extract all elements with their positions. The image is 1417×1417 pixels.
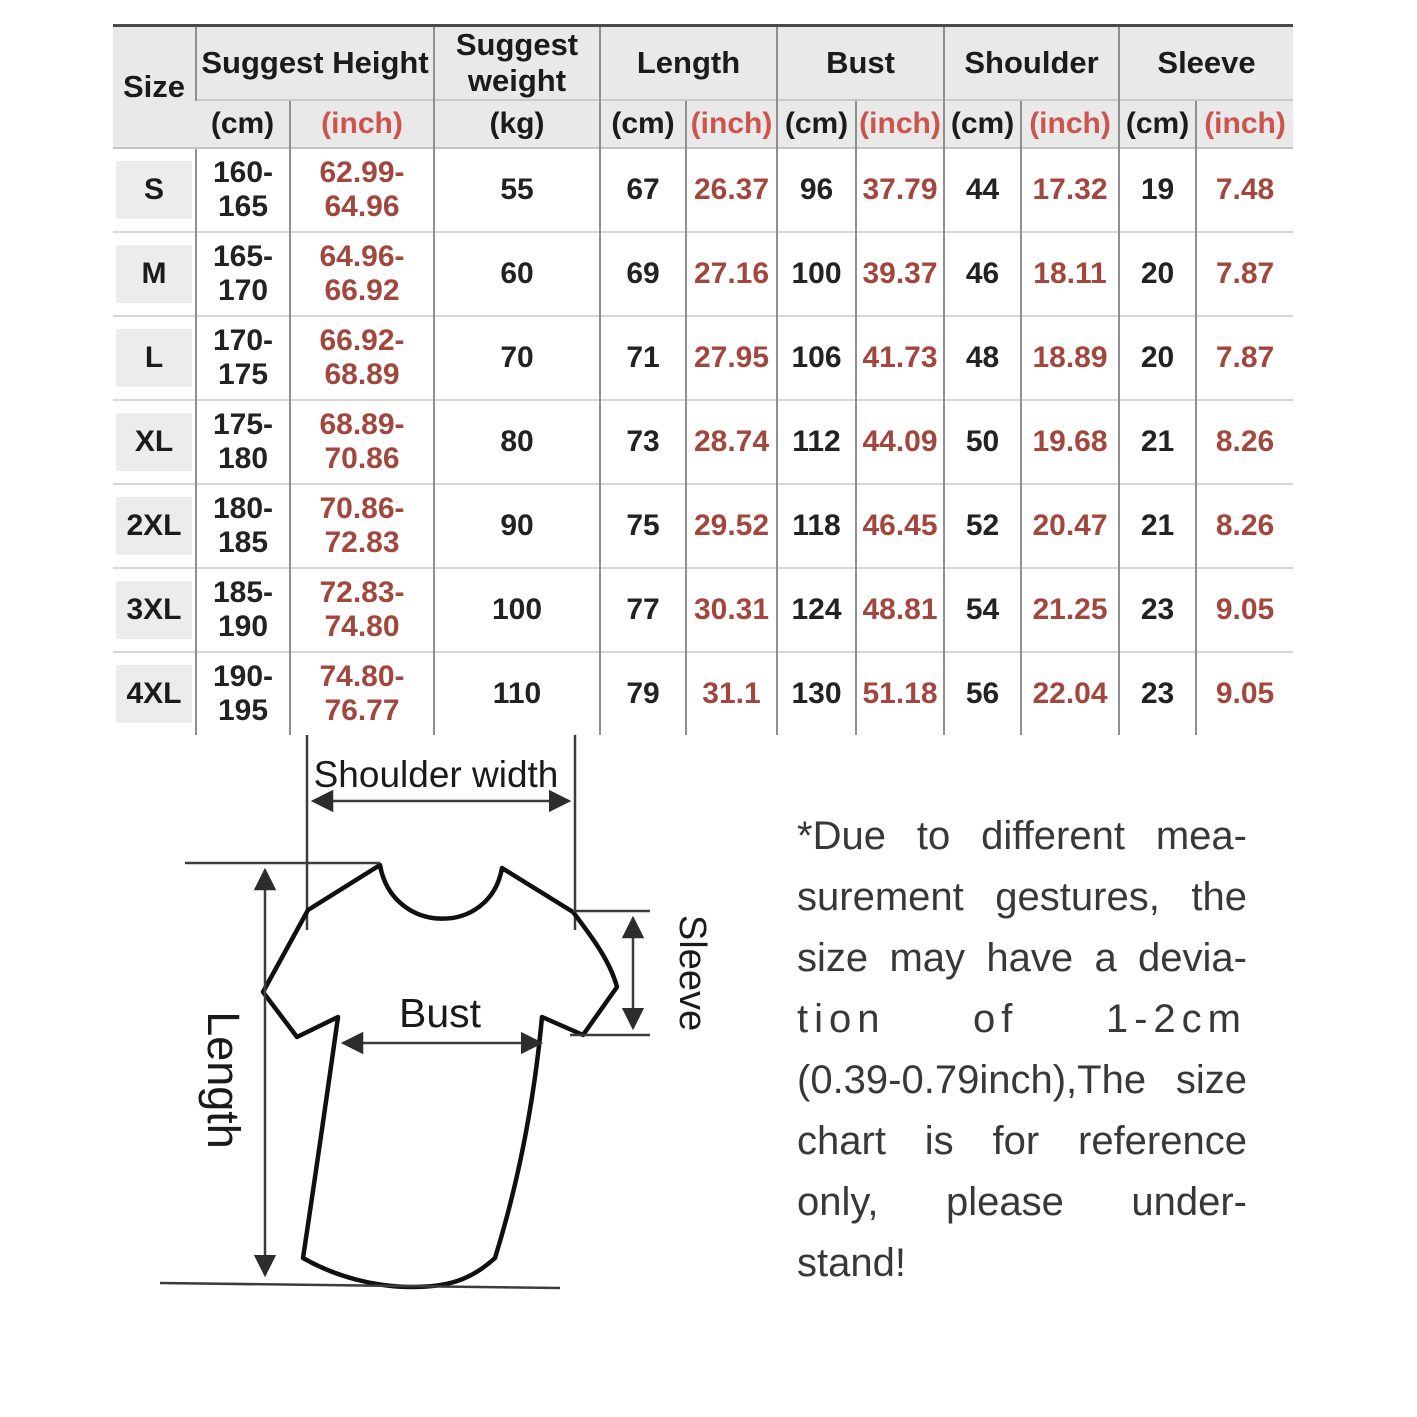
table-cell: 46.45	[856, 484, 944, 568]
table-cell: 28.74	[686, 400, 777, 484]
table-cell: 70.86-72.83	[290, 484, 434, 568]
table-cell: 39.37	[856, 232, 944, 316]
size-chip: 2XL	[116, 497, 192, 555]
table-cell: 26.37	[686, 148, 777, 232]
table-cell: 64.96-66.92	[290, 232, 434, 316]
size-chip: 3XL	[116, 581, 192, 639]
size-table-body	[113, 148, 1293, 735]
size-cell	[113, 232, 196, 316]
table-cell: 41.73	[856, 316, 944, 400]
table-cell: 185-190	[196, 568, 290, 652]
note-line: stand!	[797, 1241, 906, 1285]
header-unit-row	[113, 100, 1293, 148]
table-cell: 23	[1119, 568, 1196, 652]
size-table	[113, 24, 1293, 735]
unit-header-cm: (cm)	[600, 100, 686, 148]
length-label: Length	[198, 1011, 249, 1149]
table-cell: 21	[1119, 400, 1196, 484]
size-cell	[113, 400, 196, 484]
table-cell: 110	[434, 652, 600, 735]
table-cell: 68.89-70.86	[290, 400, 434, 484]
table-cell: 27.95	[686, 316, 777, 400]
table-cell: 44.09	[856, 400, 944, 484]
column-header-suggest-height: Suggest Height	[196, 26, 434, 101]
table-cell: 70	[434, 316, 600, 400]
table-row	[113, 400, 1293, 484]
size-cell	[113, 316, 196, 400]
table-cell: 27.16	[686, 232, 777, 316]
column-header-size: Size	[113, 26, 196, 149]
table-cell: 80	[434, 400, 600, 484]
table-cell: 7.48	[1196, 148, 1293, 232]
table-cell: 190-195	[196, 652, 290, 735]
length-tick-bottom	[160, 1283, 560, 1288]
size-chip: L	[116, 329, 192, 387]
column-header-length: Length	[600, 26, 777, 101]
table-cell: 48	[944, 316, 1021, 400]
size-table-header	[113, 26, 1293, 149]
size-chip: 4XL	[116, 665, 192, 723]
table-cell: 60	[434, 232, 600, 316]
note-line: size may have a devia-	[797, 936, 1247, 980]
table-cell: 20.47	[1021, 484, 1119, 568]
table-row	[113, 148, 1293, 232]
sleeve-label: Sleeve	[671, 914, 713, 1032]
table-cell: 79	[600, 652, 686, 735]
table-cell: 73	[600, 400, 686, 484]
table-cell: 130	[777, 652, 856, 735]
table-cell: 8.26	[1196, 400, 1293, 484]
bust-label: Bust	[398, 990, 482, 1036]
table-cell: 18.89	[1021, 316, 1119, 400]
column-header-shoulder: Shoulder	[944, 26, 1119, 101]
size-chip: XL	[116, 413, 192, 471]
unit-header-cm: (cm)	[196, 100, 290, 148]
table-cell: 18.11	[1021, 232, 1119, 316]
table-cell: 20	[1119, 316, 1196, 400]
table-cell: 9.05	[1196, 652, 1293, 735]
unit-header-kg: (kg)	[434, 100, 600, 148]
table-cell: 106	[777, 316, 856, 400]
table-row	[113, 316, 1293, 400]
table-row	[113, 568, 1293, 652]
table-cell: 52	[944, 484, 1021, 568]
table-cell: 44	[944, 148, 1021, 232]
table-cell: 8.26	[1196, 484, 1293, 568]
table-cell: 67	[600, 148, 686, 232]
table-cell: 71	[600, 316, 686, 400]
unit-header-inch: (inch)	[686, 100, 777, 148]
table-cell: 160-165	[196, 148, 290, 232]
header-group-row	[113, 26, 1293, 101]
column-header-bust: Bust	[777, 26, 944, 101]
size-cell	[113, 484, 196, 568]
note-line: chart is for reference	[797, 1119, 1247, 1163]
note-line: surement gestures, the	[797, 875, 1247, 919]
unit-header-inch: (inch)	[1196, 100, 1293, 148]
table-cell: 69	[600, 232, 686, 316]
table-cell: 31.1	[686, 652, 777, 735]
size-chip: M	[116, 245, 192, 303]
note-line: only, please under-	[797, 1180, 1247, 1224]
size-cell	[113, 148, 196, 232]
table-row	[113, 484, 1293, 568]
tshirt-diagram-svg	[140, 715, 740, 1335]
column-header-sleeve: Sleeve	[1119, 26, 1293, 101]
table-cell: 48.81	[856, 568, 944, 652]
table-cell: 74.80-76.77	[290, 652, 434, 735]
shoulder-width-label: Shoulder width	[313, 754, 559, 795]
table-cell: 21.25	[1021, 568, 1119, 652]
table-cell: 23	[1119, 652, 1196, 735]
size-cell	[113, 568, 196, 652]
table-cell: 100	[434, 568, 600, 652]
unit-header-cm: (cm)	[944, 100, 1021, 148]
table-cell: 51.18	[856, 652, 944, 735]
unit-header-inch: (inch)	[856, 100, 944, 148]
note-line: (0.39-0.79inch),The size	[797, 1058, 1247, 1102]
table-cell: 90	[434, 484, 600, 568]
table-cell: 29.52	[686, 484, 777, 568]
table-cell: 62.99-64.96	[290, 148, 434, 232]
note-line: *Due to different mea-	[797, 814, 1247, 858]
table-cell: 50	[944, 400, 1021, 484]
table-cell: 118	[777, 484, 856, 568]
table-cell: 20	[1119, 232, 1196, 316]
table-cell: 96	[777, 148, 856, 232]
table-cell: 77	[600, 568, 686, 652]
table-cell: 72.83-74.80	[290, 568, 434, 652]
table-cell: 100	[777, 232, 856, 316]
table-cell: 66.92-68.89	[290, 316, 434, 400]
table-cell: 175-180	[196, 400, 290, 484]
unit-header-cm: (cm)	[777, 100, 856, 148]
note-line: tion of 1-2cm	[797, 997, 1247, 1041]
table-cell: 7.87	[1196, 232, 1293, 316]
table-cell: 56	[944, 652, 1021, 735]
table-cell: 112	[777, 400, 856, 484]
column-header-suggest-weight: Suggest weight	[434, 26, 600, 101]
unit-header-inch: (inch)	[290, 100, 434, 148]
table-row	[113, 232, 1293, 316]
table-cell: 55	[434, 148, 600, 232]
table-cell: 7.87	[1196, 316, 1293, 400]
table-cell: 180-185	[196, 484, 290, 568]
table-cell: 9.05	[1196, 568, 1293, 652]
table-cell: 165-170	[196, 232, 290, 316]
tshirt-measurement-diagram	[140, 715, 740, 1335]
table-cell: 75	[600, 484, 686, 568]
table-cell: 124	[777, 568, 856, 652]
table-cell: 19	[1119, 148, 1196, 232]
unit-header-cm: (cm)	[1119, 100, 1196, 148]
size-chip: S	[116, 161, 192, 219]
table-cell: 170-175	[196, 316, 290, 400]
unit-header-inch: (inch)	[1021, 100, 1119, 148]
table-cell: 54	[944, 568, 1021, 652]
table-cell: 22.04	[1021, 652, 1119, 735]
measurement-note	[797, 806, 1247, 1294]
table-cell: 37.79	[856, 148, 944, 232]
table-cell: 17.32	[1021, 148, 1119, 232]
tshirt-outline	[263, 865, 617, 1287]
table-cell: 19.68	[1021, 400, 1119, 484]
table-cell: 21	[1119, 484, 1196, 568]
table-cell: 46	[944, 232, 1021, 316]
table-cell: 30.31	[686, 568, 777, 652]
